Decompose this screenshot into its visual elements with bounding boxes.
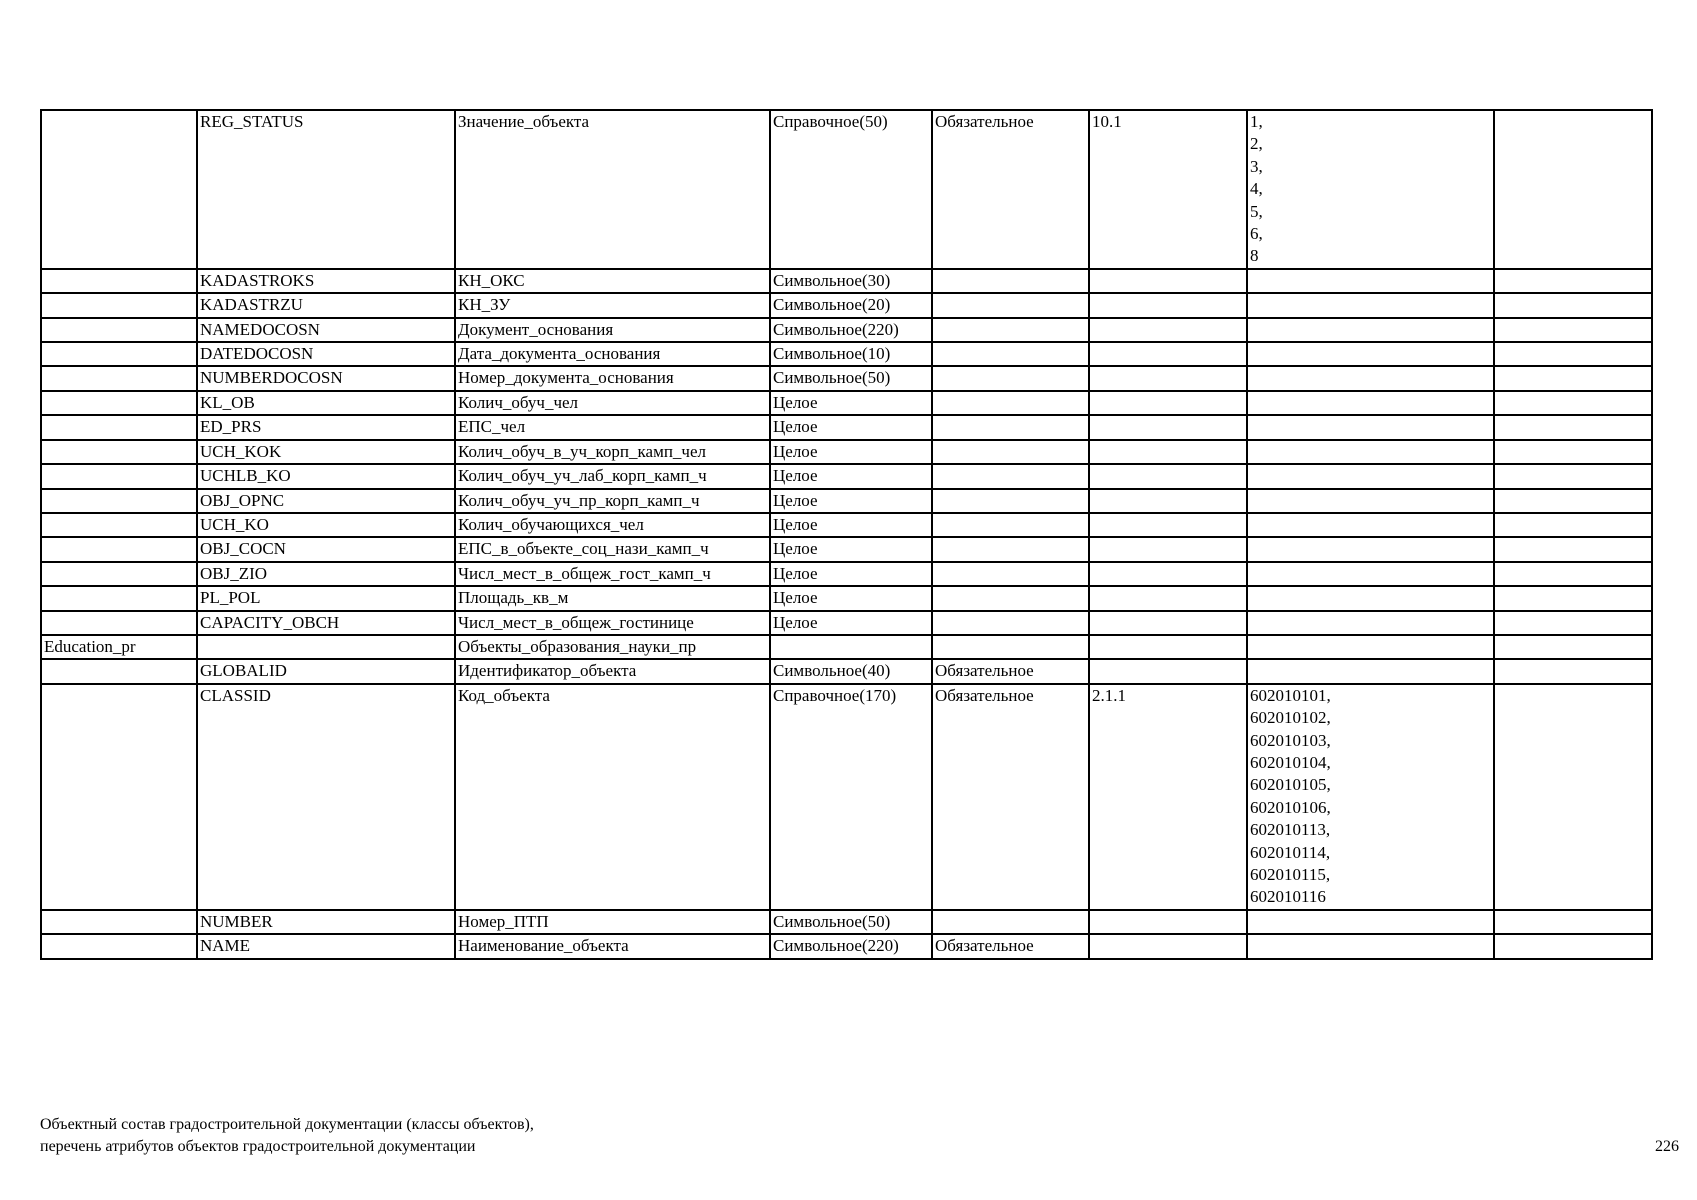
note-cell [1494,464,1652,488]
class-name-cell [41,110,197,269]
values-cell [1247,611,1494,635]
note-cell [1494,659,1652,683]
value-item: 602010116 [1250,887,1326,907]
field-type-cell: Целое [770,464,932,488]
values-cell [1247,586,1494,610]
field-type-cell [770,635,932,659]
value-item: 2, [1250,134,1263,154]
field-name-cell: KADASTRZU [197,293,455,317]
table-row [41,269,1652,293]
footer-line-2: перечень атрибутов объектов градостроительной документации [40,1138,476,1155]
values-cell [1247,513,1494,537]
field-type-cell: Символьное(30) [770,269,932,293]
field-name-cell: OBJ_COCN [197,537,455,561]
field-type-cell: Целое [770,611,932,635]
class-name-cell [41,391,197,415]
field-name-cell: DATEDOCOSN [197,342,455,366]
required-cell [932,269,1089,293]
note-cell [1494,635,1652,659]
field-alias-cell: Документ_основания [455,318,770,342]
class-name-cell [41,684,197,910]
field-name-cell: CAPACITY_OBCH [197,611,455,635]
required-cell [932,366,1089,390]
required-cell [932,293,1089,317]
values-cell [1247,489,1494,513]
class-name-cell [41,366,197,390]
class-name-cell [41,586,197,610]
field-name-cell: UCHLB_KO [197,464,455,488]
table-row [41,684,1652,910]
reference-cell [1089,934,1247,958]
field-alias-cell: ЕПС_в_объекте_соц_нази_камп_ч [455,537,770,561]
reference-cell: 2.1.1 [1089,684,1247,910]
reference-cell [1089,611,1247,635]
note-cell [1494,415,1652,439]
field-type-cell: Символьное(50) [770,910,932,934]
field-type-cell: Символьное(20) [770,293,932,317]
note-cell [1494,934,1652,958]
required-cell [932,318,1089,342]
values-cell [1247,415,1494,439]
required-cell [932,440,1089,464]
table-row [41,635,1652,659]
field-name-cell: REG_STATUS [197,110,455,269]
values-cell [1247,910,1494,934]
field-name-cell [197,635,455,659]
note-cell [1494,537,1652,561]
field-alias-cell: Код_объекта [455,684,770,910]
class-name-cell [41,318,197,342]
required-cell [932,611,1089,635]
required-cell: Обязательное [932,110,1089,269]
values-cell [1247,537,1494,561]
field-alias-cell: Значение_объекта [455,110,770,269]
value-item: 602010115, [1250,865,1331,884]
table-row [41,910,1652,934]
attributes-table [40,109,1653,960]
field-type-cell: Целое [770,586,932,610]
field-type-cell: Целое [770,537,932,561]
value-item: 602010114, [1250,842,1331,862]
table-row [41,513,1652,537]
required-cell [932,391,1089,415]
note-cell [1494,562,1652,586]
reference-cell [1089,391,1247,415]
page-number: 226 [1655,1138,1679,1155]
class-name-cell [41,293,197,317]
class-name-cell [41,659,197,683]
table-row [41,366,1652,390]
values-cell [1247,318,1494,342]
field-alias-cell: Числ_мест_в_общеж_гостинице [455,611,770,635]
values-cell [1247,391,1494,415]
field-type-cell: Символьное(50) [770,366,932,390]
table-row [41,489,1652,513]
field-name-cell: GLOBALID [197,659,455,683]
class-name-cell [41,342,197,366]
class-name-cell [41,910,197,934]
required-cell [932,537,1089,561]
reference-cell [1089,293,1247,317]
footer-line-1: Объектный состав градостроительной документации (классы объектов), [40,1116,534,1133]
value-item: 602010113, [1250,820,1331,840]
table-row [41,537,1652,561]
note-cell [1494,110,1652,269]
field-name-cell: KADASTROKS [197,269,455,293]
value-item: 602010104, [1250,752,1331,772]
field-name-cell: CLASSID [197,684,455,910]
required-cell [932,586,1089,610]
values-cell [1247,635,1494,659]
note-cell [1494,586,1652,610]
class-name-cell: Education_pr [41,635,197,659]
reference-cell [1089,562,1247,586]
class-name-cell [41,562,197,586]
table-row [41,611,1652,635]
required-cell: Обязательное [932,934,1089,958]
value-item: 602010105, [1250,775,1331,795]
field-alias-cell: Объекты_образования_науки_пр [455,635,770,659]
field-alias-cell: КН_ОКС [455,269,770,293]
note-cell [1494,440,1652,464]
field-name-cell: NUMBER [197,910,455,934]
value-item: 8 [1250,246,1259,266]
field-name-cell: NUMBERDOCOSN [197,366,455,390]
table-row [41,934,1652,958]
reference-cell [1089,464,1247,488]
required-cell: Обязательное [932,659,1089,683]
field-alias-cell: ЕПС_чел [455,415,770,439]
value-item: 6, [1250,224,1263,244]
value-item: 1, [1250,112,1263,131]
value-item: 602010101, [1250,685,1331,705]
field-alias-cell: Номер_ПТП [455,910,770,934]
reference-cell [1089,537,1247,561]
field-alias-cell: КН_ЗУ [455,293,770,317]
field-alias-cell: Колич_обуч_в_уч_корп_камп_чел [455,440,770,464]
reference-cell [1089,910,1247,934]
note-cell [1494,366,1652,390]
required-cell [932,415,1089,439]
field-type-cell: Справочное(50) [770,110,932,269]
field-alias-cell: Номер_документа_основания [455,366,770,390]
note-cell [1494,342,1652,366]
note-cell [1494,513,1652,537]
field-alias-cell: Колич_обуч_чел [455,391,770,415]
table-row [41,586,1652,610]
field-alias-cell: Идентификатор_объекта [455,659,770,683]
table-row [41,342,1652,366]
field-type-cell: Целое [770,440,932,464]
table-body [41,110,1652,959]
required-cell [932,910,1089,934]
field-alias-cell: Площадь_кв_м [455,586,770,610]
required-cell [932,562,1089,586]
field-name-cell: OBJ_OPNC [197,489,455,513]
values-cell [1247,342,1494,366]
field-name-cell: NAMEDOCOSN [197,318,455,342]
footer [40,1114,534,1158]
table-row [41,440,1652,464]
field-type-cell: Символьное(220) [770,318,932,342]
note-cell [1494,611,1652,635]
required-cell [932,489,1089,513]
note-cell [1494,269,1652,293]
note-cell [1494,391,1652,415]
required-cell [932,635,1089,659]
field-alias-cell: Дата_документа_основания [455,342,770,366]
required-cell [932,513,1089,537]
field-alias-cell: Колич_обучающихся_чел [455,513,770,537]
values-cell [1247,293,1494,317]
class-name-cell [41,415,197,439]
table-row [41,562,1652,586]
field-name-cell: UCH_KOK [197,440,455,464]
reference-cell [1089,489,1247,513]
table-row [41,318,1652,342]
note-cell [1494,684,1652,910]
class-name-cell [41,269,197,293]
field-name-cell: UCH_KO [197,513,455,537]
value-item: 5, [1250,201,1263,221]
field-type-cell: Справочное(170) [770,684,932,910]
required-cell: Обязательное [932,684,1089,910]
table-row [41,293,1652,317]
reference-cell [1089,342,1247,366]
values-cell [1247,366,1494,390]
field-type-cell: Символьное(220) [770,934,932,958]
field-type-cell: Целое [770,513,932,537]
note-cell [1494,318,1652,342]
values-cell [1247,464,1494,488]
values-cell [1247,659,1494,683]
field-alias-cell: Наименование_объекта [455,934,770,958]
reference-cell [1089,659,1247,683]
class-name-cell [41,489,197,513]
field-type-cell: Целое [770,391,932,415]
reference-cell [1089,318,1247,342]
value-item: 4, [1250,179,1263,199]
field-alias-cell: Колич_обуч_уч_пр_корп_камп_ч [455,489,770,513]
reference-cell [1089,415,1247,439]
reference-cell [1089,269,1247,293]
class-name-cell [41,611,197,635]
value-item: 602010102, [1250,708,1331,728]
value-item: 602010106, [1250,797,1331,817]
table-row [41,391,1652,415]
values-cell [1247,110,1494,269]
values-cell [1247,562,1494,586]
class-name-cell [41,537,197,561]
values-cell [1247,440,1494,464]
note-cell [1494,489,1652,513]
field-type-cell: Символьное(10) [770,342,932,366]
class-name-cell [41,513,197,537]
field-type-cell: Символьное(40) [770,659,932,683]
value-item: 3, [1250,156,1263,176]
values-cell [1247,934,1494,958]
field-name-cell: ED_PRS [197,415,455,439]
table-row [41,464,1652,488]
reference-cell [1089,513,1247,537]
class-name-cell [41,934,197,958]
reference-cell [1089,440,1247,464]
table-row [41,659,1652,683]
note-cell [1494,293,1652,317]
field-alias-cell: Колич_обуч_уч_лаб_корп_камп_ч [455,464,770,488]
field-name-cell: PL_POL [197,586,455,610]
note-cell [1494,910,1652,934]
field-type-cell: Целое [770,562,932,586]
class-name-cell [41,440,197,464]
reference-cell [1089,635,1247,659]
table-row [41,110,1652,269]
reference-cell [1089,366,1247,390]
field-name-cell: NAME [197,934,455,958]
class-name-cell [41,464,197,488]
field-type-cell: Целое [770,489,932,513]
values-cell [1247,269,1494,293]
field-name-cell: OBJ_ZIO [197,562,455,586]
field-name-cell: KL_OB [197,391,455,415]
required-cell [932,342,1089,366]
values-cell [1247,684,1494,910]
field-alias-cell: Числ_мест_в_общеж_гост_камп_ч [455,562,770,586]
field-type-cell: Целое [770,415,932,439]
reference-cell: 10.1 [1089,110,1247,269]
table-row [41,415,1652,439]
required-cell [932,464,1089,488]
value-item: 602010103, [1250,730,1331,750]
reference-cell [1089,586,1247,610]
